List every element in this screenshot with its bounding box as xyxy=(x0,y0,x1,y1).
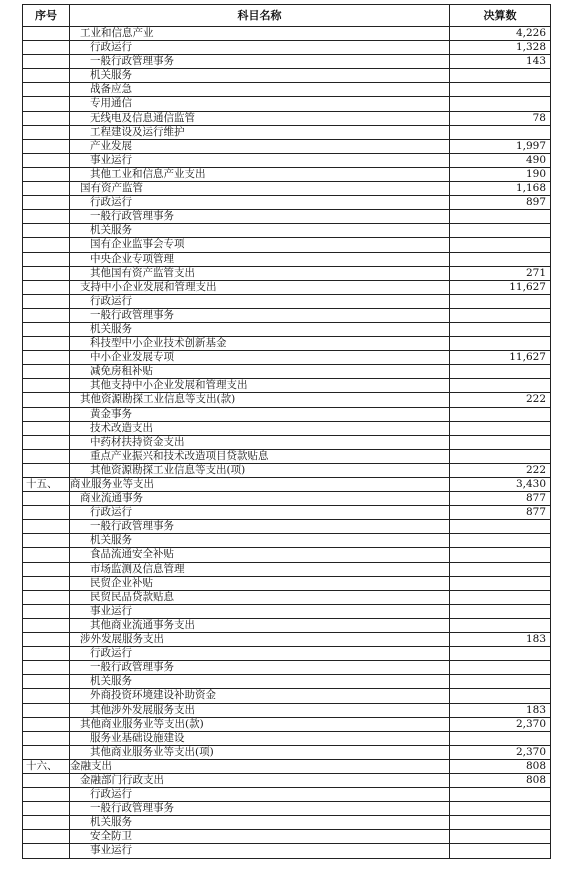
row-name: 支持中小企业发展和管理支出 xyxy=(70,280,450,294)
row-seq xyxy=(23,337,70,351)
table-row xyxy=(23,506,551,520)
table-row xyxy=(23,365,551,379)
row-seq xyxy=(23,661,70,675)
table-row xyxy=(23,125,551,139)
table-row xyxy=(23,322,551,336)
table-row xyxy=(23,534,551,548)
table-row xyxy=(23,463,551,477)
row-seq xyxy=(23,449,70,463)
row-seq xyxy=(23,41,70,55)
row-amount: 11,627 xyxy=(450,351,551,365)
row-name: 黄金事务 xyxy=(70,407,450,421)
table-row xyxy=(23,224,551,238)
table-row xyxy=(23,492,551,506)
row-amount: 808 xyxy=(450,773,551,787)
table-row xyxy=(23,351,551,365)
row-name: 商业服务业等支出 xyxy=(70,478,450,492)
row-seq xyxy=(23,111,70,125)
row-name: 机关服务 xyxy=(70,322,450,336)
row-name: 一般行政管理事务 xyxy=(70,661,450,675)
row-seq xyxy=(23,294,70,308)
table-row xyxy=(23,210,551,224)
header-name: 科目名称 xyxy=(70,5,450,27)
row-name: 一般行政管理事务 xyxy=(70,520,450,534)
row-name: 一般行政管理事务 xyxy=(70,802,450,816)
row-seq xyxy=(23,322,70,336)
row-name: 涉外发展服务支出 xyxy=(70,633,450,647)
row-amount: 183 xyxy=(450,703,551,717)
row-amount xyxy=(450,647,551,661)
row-name: 机关服务 xyxy=(70,224,450,238)
row-name: 一般行政管理事务 xyxy=(70,55,450,69)
row-name: 其他支持中小企业发展和管理支出 xyxy=(70,379,450,393)
row-amount xyxy=(450,675,551,689)
row-name: 行政运行 xyxy=(70,294,450,308)
row-name: 事业运行 xyxy=(70,844,450,858)
row-amount xyxy=(450,210,551,224)
row-amount xyxy=(450,238,551,252)
row-amount xyxy=(450,802,551,816)
row-seq xyxy=(23,351,70,365)
row-seq xyxy=(23,492,70,506)
row-amount: 3,430 xyxy=(450,478,551,492)
table-row xyxy=(23,266,551,280)
row-amount xyxy=(450,322,551,336)
table-row xyxy=(23,773,551,787)
table-row xyxy=(23,703,551,717)
table-row xyxy=(23,590,551,604)
row-amount: 4,226 xyxy=(450,27,551,41)
table-body xyxy=(23,27,551,859)
row-amount xyxy=(450,576,551,590)
row-name: 食品流通安全补贴 xyxy=(70,548,450,562)
row-amount: 1,168 xyxy=(450,182,551,196)
row-name: 国有企业监事会专项 xyxy=(70,238,450,252)
table-row xyxy=(23,280,551,294)
table-row xyxy=(23,97,551,111)
row-seq xyxy=(23,210,70,224)
row-amount xyxy=(450,224,551,238)
table-row xyxy=(23,576,551,590)
row-name: 国有资产监管 xyxy=(70,182,450,196)
row-seq xyxy=(23,393,70,407)
row-seq xyxy=(23,224,70,238)
table-row xyxy=(23,562,551,576)
table-row xyxy=(23,55,551,69)
row-amount xyxy=(450,125,551,139)
row-name: 民贸企业补贴 xyxy=(70,576,450,590)
row-name: 产业发展 xyxy=(70,139,450,153)
row-name: 一般行政管理事务 xyxy=(70,308,450,322)
table-row xyxy=(23,139,551,153)
table-row xyxy=(23,308,551,322)
row-amount xyxy=(450,830,551,844)
row-amount xyxy=(450,731,551,745)
row-amount xyxy=(450,97,551,111)
row-name: 其他国有资产监管支出 xyxy=(70,266,450,280)
row-seq xyxy=(23,548,70,562)
row-amount xyxy=(450,337,551,351)
row-seq xyxy=(23,97,70,111)
row-name: 工业和信息产业 xyxy=(70,27,450,41)
table-row xyxy=(23,816,551,830)
row-amount: 490 xyxy=(450,153,551,167)
table-row xyxy=(23,661,551,675)
row-seq xyxy=(23,816,70,830)
row-amount xyxy=(450,449,551,463)
table-row xyxy=(23,27,551,41)
row-name: 市场监测及信息管理 xyxy=(70,562,450,576)
table-row xyxy=(23,196,551,210)
table-row xyxy=(23,689,551,703)
row-seq xyxy=(23,534,70,548)
row-name: 行政运行 xyxy=(70,196,450,210)
table-row xyxy=(23,633,551,647)
row-amount xyxy=(450,844,551,858)
table-row xyxy=(23,478,551,492)
row-name: 事业运行 xyxy=(70,153,450,167)
row-amount xyxy=(450,83,551,97)
table-row xyxy=(23,802,551,816)
row-amount xyxy=(450,294,551,308)
header-amount: 决算数 xyxy=(450,5,551,27)
row-seq xyxy=(23,280,70,294)
row-name: 行政运行 xyxy=(70,647,450,661)
header-seq: 序号 xyxy=(23,5,70,27)
row-amount: 877 xyxy=(450,492,551,506)
row-amount: 222 xyxy=(450,463,551,477)
row-name: 行政运行 xyxy=(70,788,450,802)
row-amount: 2,370 xyxy=(450,745,551,759)
row-seq xyxy=(23,238,70,252)
row-seq xyxy=(23,167,70,181)
table-row xyxy=(23,844,551,858)
table-row xyxy=(23,379,551,393)
row-amount xyxy=(450,365,551,379)
row-amount xyxy=(450,252,551,266)
row-amount: 1,328 xyxy=(450,41,551,55)
row-amount xyxy=(450,562,551,576)
row-name: 机关服务 xyxy=(70,816,450,830)
row-amount: 222 xyxy=(450,393,551,407)
row-amount xyxy=(450,379,551,393)
row-seq xyxy=(23,463,70,477)
row-seq xyxy=(23,407,70,421)
row-amount: 897 xyxy=(450,196,551,210)
row-name: 无线电及信息通信监管 xyxy=(70,111,450,125)
row-name: 行政运行 xyxy=(70,41,450,55)
row-amount xyxy=(450,689,551,703)
row-name: 其他商业流通事务支出 xyxy=(70,618,450,632)
row-amount xyxy=(450,308,551,322)
row-name: 减免房租补贴 xyxy=(70,365,450,379)
row-seq xyxy=(23,182,70,196)
row-seq xyxy=(23,745,70,759)
table-row xyxy=(23,153,551,167)
row-seq xyxy=(23,802,70,816)
row-amount xyxy=(450,548,551,562)
row-amount: 183 xyxy=(450,633,551,647)
row-amount: 78 xyxy=(450,111,551,125)
table-row xyxy=(23,111,551,125)
row-name: 安全防卫 xyxy=(70,830,450,844)
row-amount: 190 xyxy=(450,167,551,181)
table-row xyxy=(23,238,551,252)
row-seq xyxy=(23,506,70,520)
row-name: 机关服务 xyxy=(70,534,450,548)
row-name: 专用通信 xyxy=(70,97,450,111)
table-row xyxy=(23,407,551,421)
row-amount xyxy=(450,788,551,802)
table-row xyxy=(23,647,551,661)
row-name: 机关服务 xyxy=(70,69,450,83)
table-row xyxy=(23,182,551,196)
row-seq xyxy=(23,647,70,661)
budget-table xyxy=(22,4,551,859)
row-seq xyxy=(23,830,70,844)
row-name: 金融部门行政支出 xyxy=(70,773,450,787)
row-seq xyxy=(23,576,70,590)
row-amount xyxy=(450,534,551,548)
row-name: 机关服务 xyxy=(70,675,450,689)
row-seq xyxy=(23,69,70,83)
table-row xyxy=(23,252,551,266)
row-name: 工程建设及运行维护 xyxy=(70,125,450,139)
row-seq xyxy=(23,562,70,576)
row-amount: 1,997 xyxy=(450,139,551,153)
row-amount: 143 xyxy=(450,55,551,69)
row-amount: 2,370 xyxy=(450,717,551,731)
table-row xyxy=(23,294,551,308)
row-name: 行政运行 xyxy=(70,506,450,520)
row-seq xyxy=(23,590,70,604)
row-amount: 11,627 xyxy=(450,280,551,294)
row-seq xyxy=(23,421,70,435)
row-seq xyxy=(23,365,70,379)
row-seq xyxy=(23,703,70,717)
row-seq xyxy=(23,520,70,534)
table-row xyxy=(23,393,551,407)
table-row xyxy=(23,449,551,463)
row-name: 中药材扶持资金支出 xyxy=(70,435,450,449)
row-amount xyxy=(450,590,551,604)
row-seq xyxy=(23,844,70,858)
row-amount xyxy=(450,520,551,534)
row-seq xyxy=(23,196,70,210)
table-row xyxy=(23,41,551,55)
row-seq xyxy=(23,55,70,69)
table-row xyxy=(23,520,551,534)
row-name: 科技型中小企业技术创新基金 xyxy=(70,337,450,351)
row-name: 其他商业服务业等支出(款) xyxy=(70,717,450,731)
row-name: 其他工业和信息产业支出 xyxy=(70,167,450,181)
row-amount xyxy=(450,435,551,449)
row-name: 事业运行 xyxy=(70,604,450,618)
table-row xyxy=(23,759,551,773)
row-amount xyxy=(450,618,551,632)
row-name: 外商投资环境建设补助资金 xyxy=(70,689,450,703)
row-seq: 十五、 xyxy=(23,478,70,492)
row-name: 中央企业专项管理 xyxy=(70,252,450,266)
row-seq xyxy=(23,675,70,689)
row-seq xyxy=(23,618,70,632)
row-name: 其他资源勘探工业信息等支出(款) xyxy=(70,393,450,407)
row-seq xyxy=(23,83,70,97)
table-row xyxy=(23,337,551,351)
row-amount xyxy=(450,421,551,435)
row-name: 民贸民品贷款贴息 xyxy=(70,590,450,604)
row-seq xyxy=(23,27,70,41)
table-row xyxy=(23,731,551,745)
row-amount: 877 xyxy=(450,506,551,520)
row-name: 技术改造支出 xyxy=(70,421,450,435)
row-name: 其他商业服务业等支出(项) xyxy=(70,745,450,759)
table-row xyxy=(23,830,551,844)
row-seq xyxy=(23,633,70,647)
row-name: 其他涉外发展服务支出 xyxy=(70,703,450,717)
table-row xyxy=(23,435,551,449)
table-row xyxy=(23,745,551,759)
row-amount xyxy=(450,661,551,675)
row-seq xyxy=(23,252,70,266)
row-name: 其他资源勘探工业信息等支出(项) xyxy=(70,463,450,477)
row-seq xyxy=(23,717,70,731)
row-seq xyxy=(23,139,70,153)
table-row xyxy=(23,83,551,97)
row-name: 金融支出 xyxy=(70,759,450,773)
table-row xyxy=(23,604,551,618)
row-seq xyxy=(23,379,70,393)
row-name: 一般行政管理事务 xyxy=(70,210,450,224)
table-row xyxy=(23,548,551,562)
table-row xyxy=(23,618,551,632)
row-seq xyxy=(23,435,70,449)
row-name: 战备应急 xyxy=(70,83,450,97)
row-amount: 808 xyxy=(450,759,551,773)
table-row xyxy=(23,675,551,689)
row-name: 服务业基础设施建设 xyxy=(70,731,450,745)
table-row xyxy=(23,788,551,802)
row-amount: 271 xyxy=(450,266,551,280)
table-row xyxy=(23,717,551,731)
row-seq xyxy=(23,266,70,280)
row-amount xyxy=(450,407,551,421)
row-seq xyxy=(23,125,70,139)
row-seq xyxy=(23,689,70,703)
row-name: 重点产业振兴和技术改造项目贷款贴息 xyxy=(70,449,450,463)
row-amount xyxy=(450,69,551,83)
row-seq xyxy=(23,788,70,802)
row-seq: 十六、 xyxy=(23,759,70,773)
row-seq xyxy=(23,731,70,745)
row-amount xyxy=(450,816,551,830)
row-seq xyxy=(23,773,70,787)
row-seq xyxy=(23,308,70,322)
row-amount xyxy=(450,604,551,618)
row-seq xyxy=(23,604,70,618)
row-seq xyxy=(23,153,70,167)
table-row xyxy=(23,69,551,83)
row-name: 中小企业发展专项 xyxy=(70,351,450,365)
header-row xyxy=(23,5,551,27)
table-row xyxy=(23,421,551,435)
table-row xyxy=(23,167,551,181)
row-name: 商业流通事务 xyxy=(70,492,450,506)
